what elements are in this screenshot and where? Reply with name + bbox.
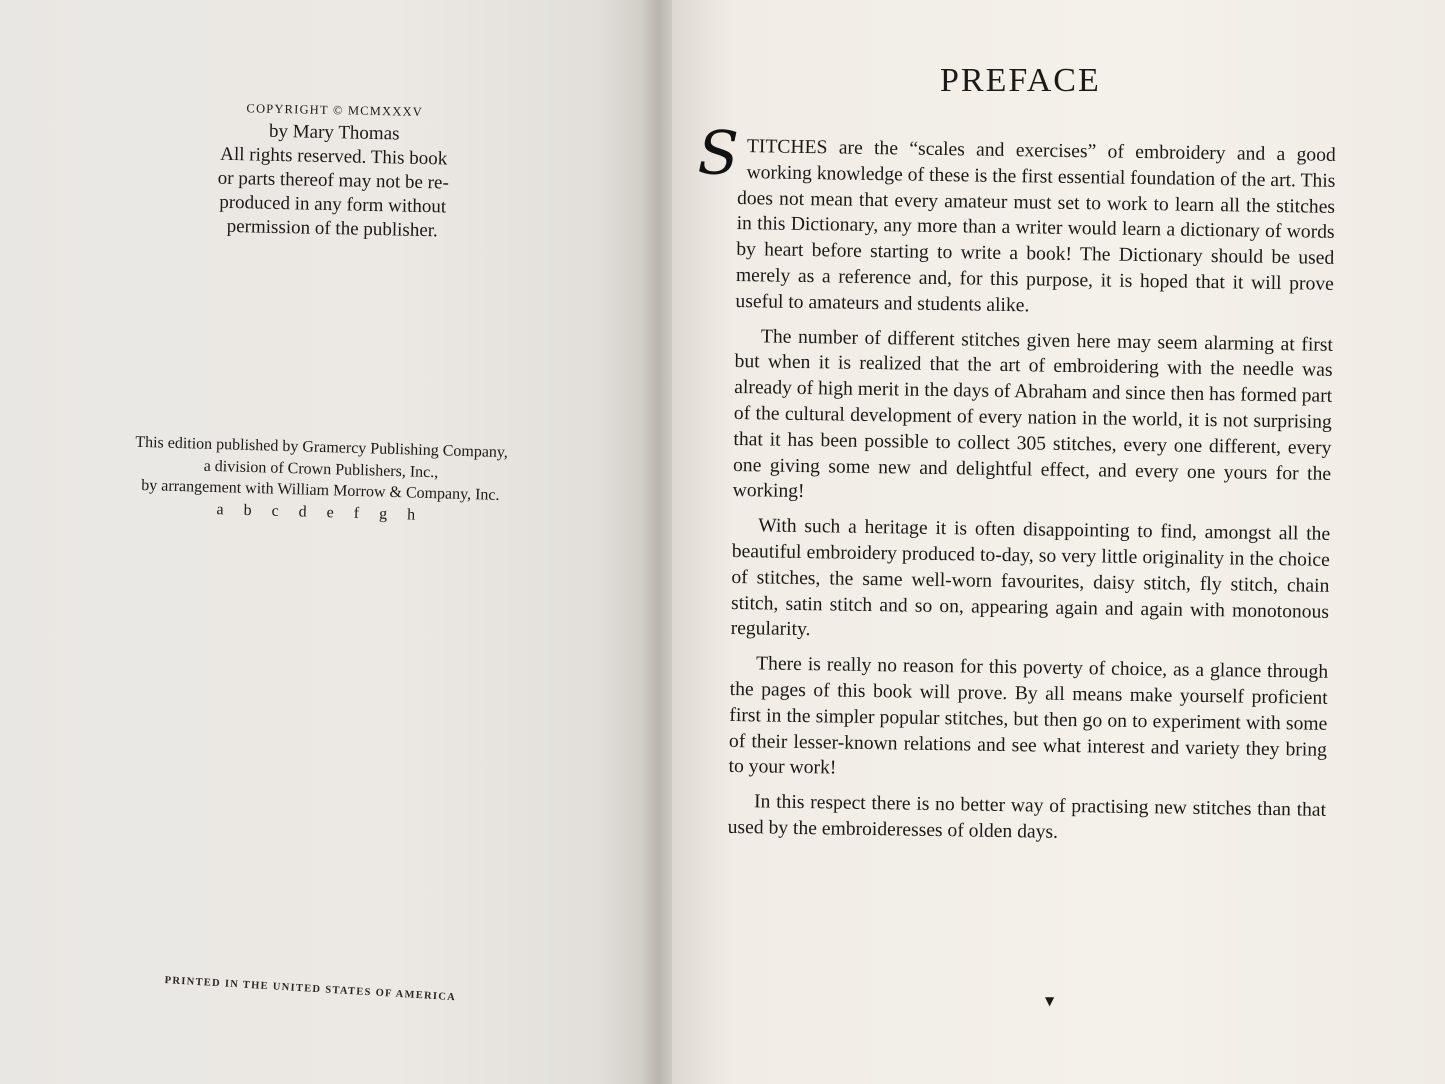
preface-body bbox=[697, 118, 1336, 859]
publisher-line-2: a division of Crown Publishers, Inc., bbox=[203, 457, 439, 481]
paragraph-2: The number of different stitches given here may seem alarming at first but when it is realized that the art of embroidering with the needle was already of high merit in the days of Abraham and since then has formed part of the cultural development of every nation in the world, it is not surprising that it has been possible to collect 305 stitches, every one different, every one giving some new and delightful effect, and every one yours for the working! bbox=[732, 325, 1334, 503]
copyright-rights-2: or parts thereof may not be re- bbox=[217, 167, 449, 194]
drop-cap: S bbox=[697, 118, 740, 190]
paragraph-4: There is really no reason for this poverty of choice, as a glance through the pages of this book will prove. By all means make yourself proficient first in the simpler popular stitches, but then go on to experiment with some of their lesser-known relations and see what interest and variety they bring to your work! bbox=[728, 653, 1329, 779]
paragraph-1 bbox=[697, 118, 1336, 323]
printed-in-usa: PRINTED IN THE UNITED STATES OF AMERICA bbox=[164, 975, 457, 1004]
paragraph-1-text: TITCHES are the “scales and exercises” of embroidery and a good working knowledge of these is the first essential foundation of the art. This does not mean that every amateur must set to work to learn all the stitches in this Dictionary, any more than a writer would learn a dictionary of words by heart before starting to write a book! The Dictionary should be used merely as a reference and, for this purpose, it is hoped that it will prove useful to amateurs and students alike. bbox=[735, 136, 1336, 317]
paragraph-3: With such a heritage it is often disappointing to find, amongst all the beautiful embroidery produced to-day, so very little originality in the choice of stitches, the same well-worn favourites, daisy stitch, fly stitch, chain stitch, satin stitch and so on, appearing again and again with monotonous regularity. bbox=[730, 515, 1331, 641]
printing-letters: a b c d e f g h bbox=[216, 500, 424, 524]
left-page bbox=[0, 0, 650, 1084]
publisher-block bbox=[70, 430, 572, 530]
copyright-block bbox=[182, 96, 485, 244]
publisher-line-1: This edition published by Gramercy Publishing Company, bbox=[135, 433, 509, 462]
copyright-author: by Mary Thomas bbox=[268, 120, 400, 145]
copyright-rights: All rights reserved. This book bbox=[220, 143, 448, 170]
copyright-rights-4: permission of the publisher. bbox=[226, 215, 438, 242]
publisher-line-3: by arrangement with William Morrow & Company, Inc. bbox=[141, 476, 500, 504]
page-title: PREFACE bbox=[940, 62, 1101, 99]
paragraph-5: In this respect there is no better way of practising new stitches than that used by the embroideresses of olden days. bbox=[727, 791, 1327, 843]
copyright-rights-3: produced in any form without bbox=[219, 191, 447, 218]
copyright-line: COPYRIGHT © MCMXXXV bbox=[246, 101, 424, 119]
continue-arrow-icon: ▼ bbox=[1045, 994, 1055, 1008]
